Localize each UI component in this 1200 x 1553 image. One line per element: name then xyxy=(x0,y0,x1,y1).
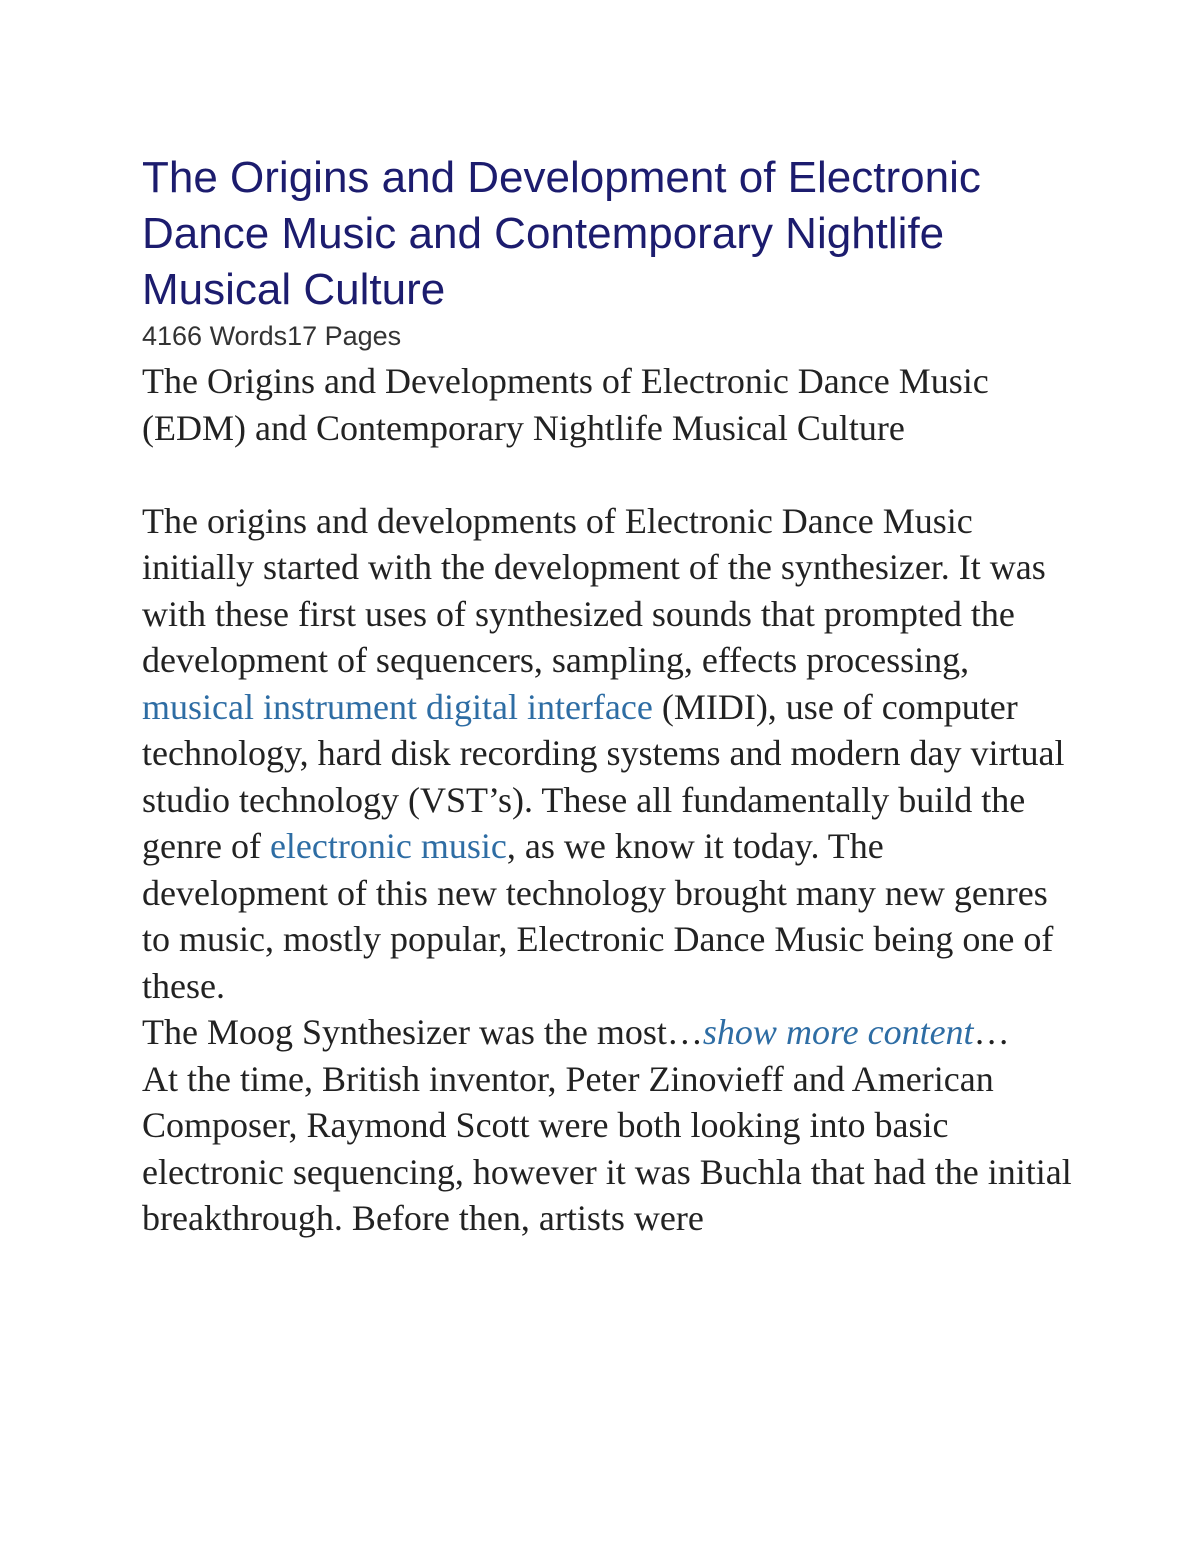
essay-subtitle: The Origins and Developments of Electronic Dance Music (EDM) and Contemporary Nightlife Musical Culture xyxy=(142,361,989,448)
paragraph-spacer xyxy=(142,451,1072,498)
word-count: 4166 Words xyxy=(142,321,288,351)
midi-link[interactable]: musical instrument digital interface xyxy=(142,686,653,727)
paragraph-2 xyxy=(142,1009,1072,1056)
paragraph-1-text-a: The origins and developments of Electronic Dance Music initially started with the development of the synthesizer. It was with these first uses of synthesized sounds that prompted the development of sequencers, sampling, effects processing, xyxy=(142,500,1046,680)
essay-stats xyxy=(142,318,1072,354)
paragraph-1-text-c: , as we know it today. The development of this new technology brought many new genres to music, mostly popular, Electronic Dance Music being one of these. xyxy=(142,826,1054,1006)
essay-title: The Origins and Development of Electronic Dance Music and Contemporary Nightlife Musical Culture xyxy=(142,153,981,314)
paragraph-1-text-b: (MIDI), use of computer technology, hard disk recording systems and modern day virtual studio technology (VST’s). These all fundamentally build the genre of xyxy=(142,686,1065,866)
paragraph-2-ellipsis: … xyxy=(973,1012,1010,1052)
paragraph-3: At the time, British inventor, Peter Zinovieff and American Composer, Raymond Scott were both looking into basic electronic sequencing, however it was Buchla that had the initial breakthrough. Before then, artists were xyxy=(142,1058,1072,1238)
essay-page xyxy=(142,150,1072,1242)
paragraph-2-text: The Moog Synthesizer was the most… xyxy=(142,1012,703,1052)
page-count: 17 Pages xyxy=(287,321,402,351)
paragraph-1 xyxy=(142,498,1072,1010)
show-more-link[interactable]: show more content xyxy=(702,1012,974,1052)
electronic-music-link[interactable]: electronic music xyxy=(269,826,507,866)
